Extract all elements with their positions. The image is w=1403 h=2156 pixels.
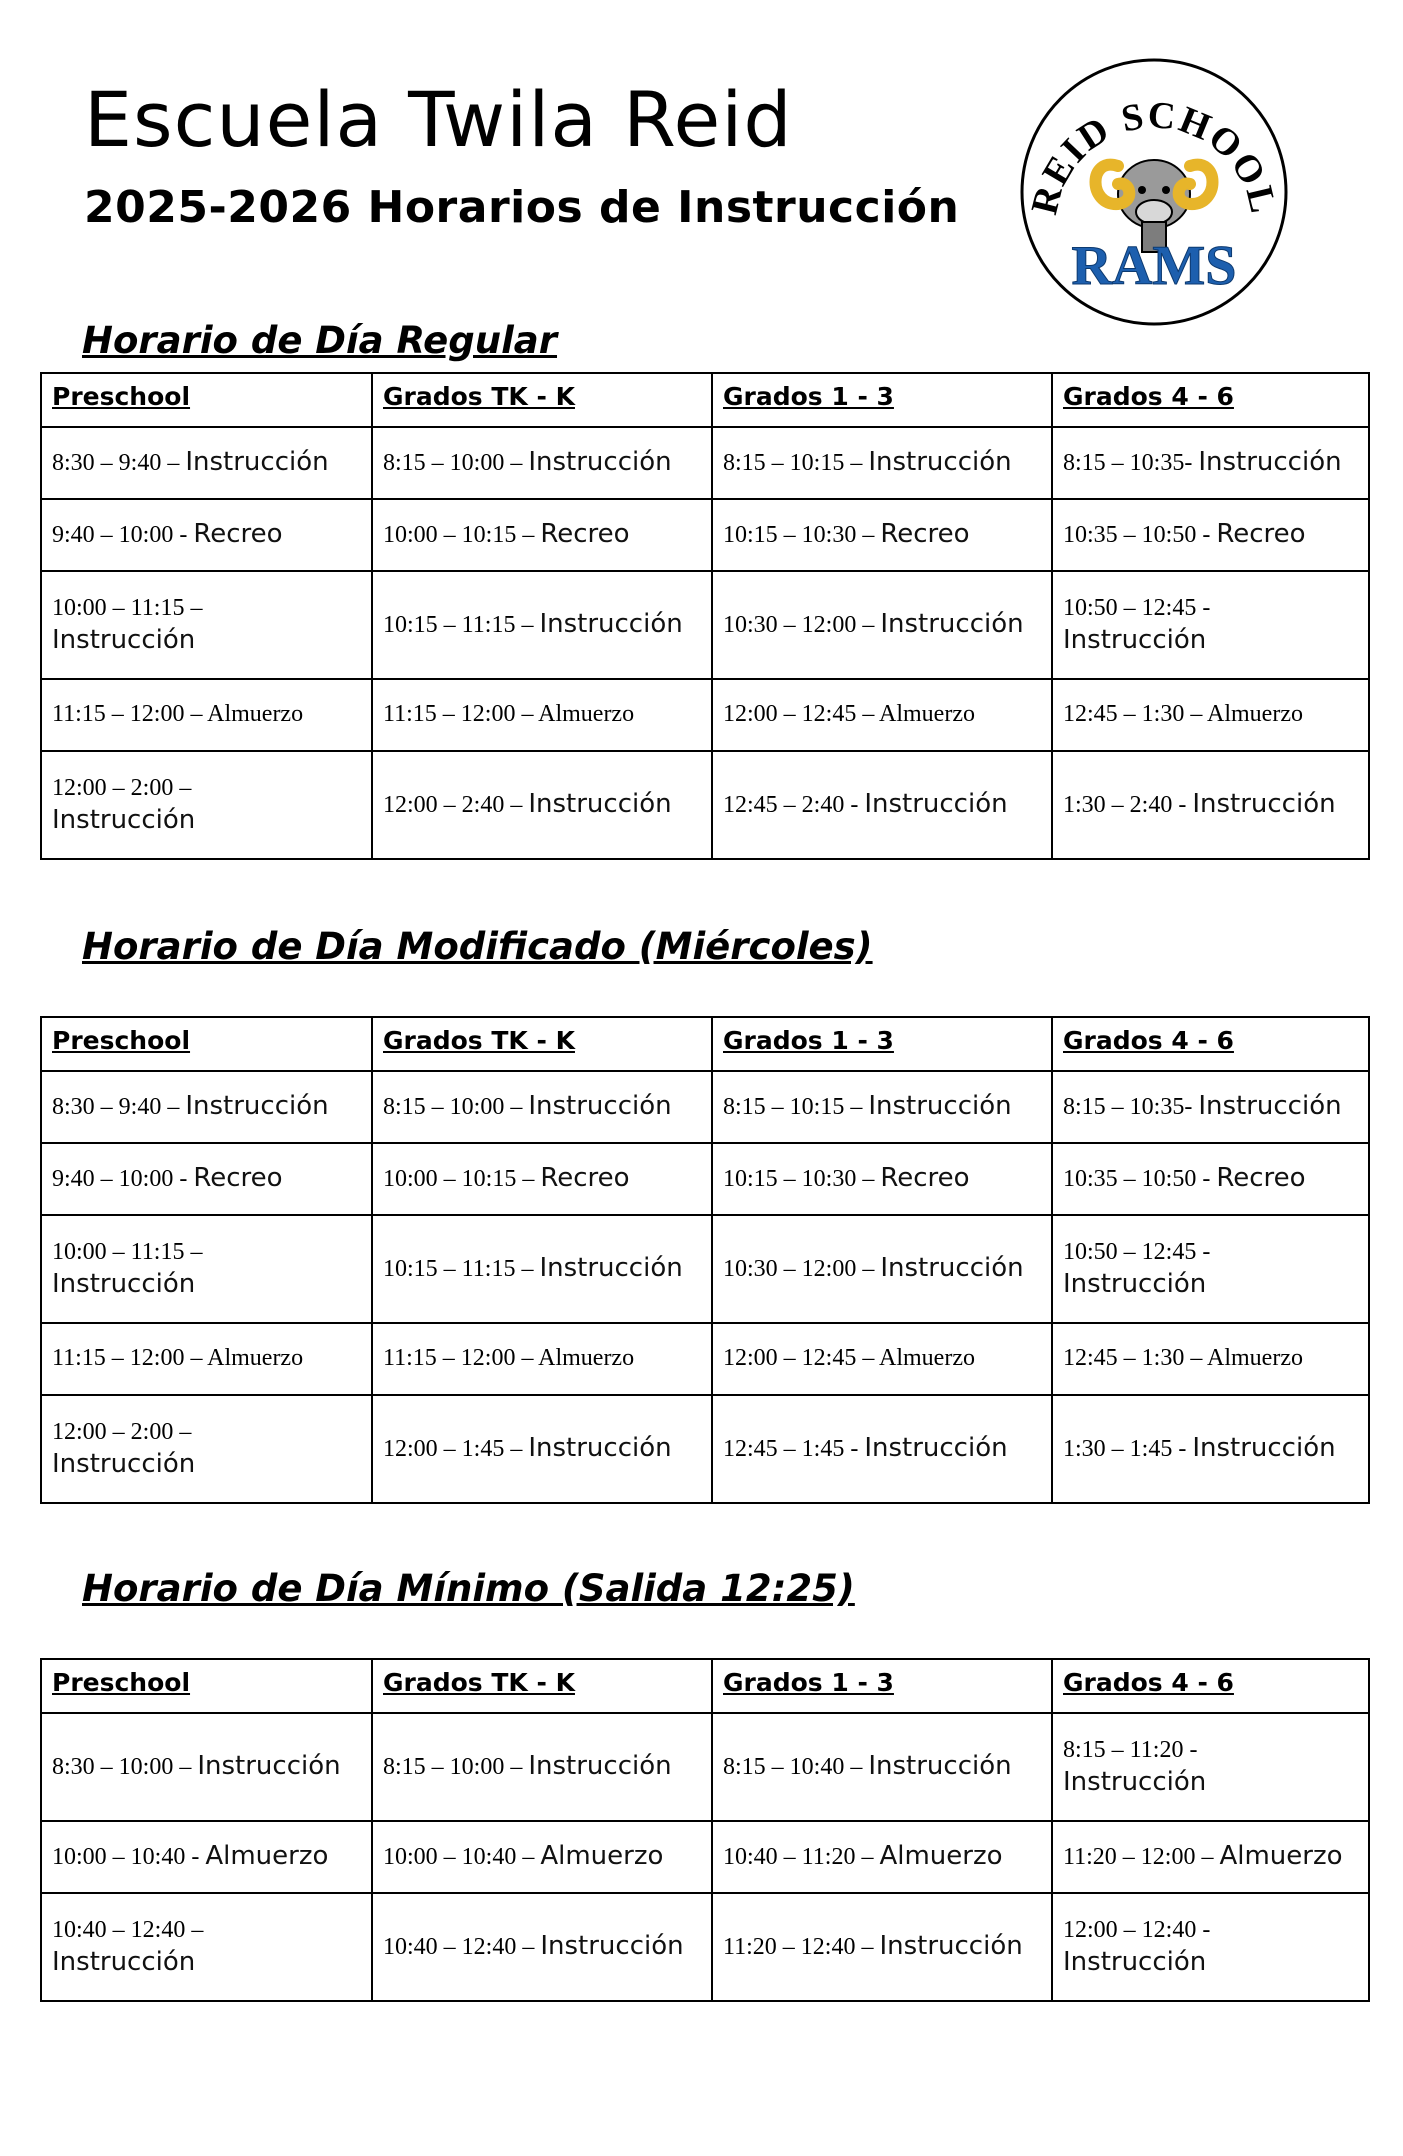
section-title-minimum: Horario de Día Mínimo (Salida 12:25) [82, 1567, 855, 1610]
column-header: Grados 1 - 3 [712, 373, 1052, 427]
table-cell: 8:30 – 9:40 – Instrucción [41, 427, 372, 499]
table-cell: 10:30 – 12:00 – Instrucción [712, 1215, 1052, 1323]
table-row [41, 427, 1369, 499]
table-cell: 8:15 – 10:40 – Instrucción [712, 1713, 1052, 1821]
table-row [41, 1071, 1369, 1143]
table-row [41, 1821, 1369, 1893]
table-cell: 12:45 – 2:40 - Instrucción [712, 751, 1052, 859]
table-cell: 12:00 – 2:00 – Instrucción [41, 1395, 372, 1503]
table-cell: 11:20 – 12:40 – Instrucción [712, 1893, 1052, 2001]
column-header: Grados 4 - 6 [1052, 1659, 1369, 1713]
table-cell: 12:00 – 12:45 – Almuerzo [712, 679, 1052, 751]
table-cell: 1:30 – 1:45 - Instrucción [1052, 1395, 1369, 1503]
table-cell: 9:40 – 10:00 - Recreo [41, 499, 372, 571]
table-row [41, 1215, 1369, 1323]
table-row [41, 751, 1369, 859]
schedule-table-minimum [40, 1658, 1370, 2002]
table-cell: 11:15 – 12:00 – Almuerzo [372, 1323, 712, 1395]
table-header-row [41, 373, 1369, 427]
page-subtitle: 2025-2026 Horarios de Instrucción [84, 182, 960, 233]
table-cell: 8:15 – 10:35- Instrucción [1052, 1071, 1369, 1143]
table-cell: 1:30 – 2:40 - Instrucción [1052, 751, 1369, 859]
table-cell: 12:45 – 1:45 - Instrucción [712, 1395, 1052, 1503]
table-cell: 12:00 – 12:45 – Almuerzo [712, 1323, 1052, 1395]
column-header: Grados 4 - 6 [1052, 1017, 1369, 1071]
column-header: Grados 1 - 3 [712, 1659, 1052, 1713]
schedule-table-regular [40, 372, 1370, 860]
section-title-modified: Horario de Día Modificado (Miércoles) [82, 925, 873, 968]
column-header: Grados TK - K [372, 1659, 712, 1713]
table-row [41, 1143, 1369, 1215]
table-cell: 10:50 – 12:45 - Instrucción [1052, 571, 1369, 679]
table-cell: 10:00 – 10:15 – Recreo [372, 1143, 712, 1215]
table-cell: 8:15 – 11:20 - Instrucción [1052, 1713, 1369, 1821]
column-header: Grados 1 - 3 [712, 1017, 1052, 1071]
table-cell: 9:40 – 10:00 - Recreo [41, 1143, 372, 1215]
column-header: Preschool [41, 1017, 372, 1071]
table-row [41, 1893, 1369, 2001]
table-header-row [41, 1017, 1369, 1071]
table-cell: 12:00 – 2:40 – Instrucción [372, 751, 712, 859]
table-cell: 10:40 – 12:40 – Instrucción [372, 1893, 712, 2001]
page-title: Escuela Twila Reid [84, 75, 793, 164]
table-cell: 10:30 – 12:00 – Instrucción [712, 571, 1052, 679]
table-cell: 11:15 – 12:00 – Almuerzo [41, 679, 372, 751]
logo-bottom-text: RAMS [1071, 235, 1237, 297]
table-cell: 12:45 – 1:30 – Almuerzo [1052, 1323, 1369, 1395]
table-cell: 8:30 – 9:40 – Instrucción [41, 1071, 372, 1143]
table-cell: 8:30 – 10:00 – Instrucción [41, 1713, 372, 1821]
column-header: Preschool [41, 1659, 372, 1713]
logo-top-text: REID SCHOOL [1023, 93, 1285, 219]
table-cell: 12:45 – 1:30 – Almuerzo [1052, 679, 1369, 751]
table-cell: 11:15 – 12:00 – Almuerzo [372, 679, 712, 751]
table-row [41, 499, 1369, 571]
column-header: Grados TK - K [372, 1017, 712, 1071]
reid-school-rams-logo [1018, 56, 1290, 328]
table-cell: 8:15 – 10:35- Instrucción [1052, 427, 1369, 499]
table-cell: 10:15 – 11:15 – Instrucción [372, 571, 712, 679]
table-cell: 8:15 – 10:00 – Instrucción [372, 1713, 712, 1821]
table-header-row [41, 1659, 1369, 1713]
table-row [41, 1713, 1369, 1821]
section-title-regular: Horario de Día Regular [82, 319, 558, 362]
table-cell: 10:50 – 12:45 - Instrucción [1052, 1215, 1369, 1323]
table-cell: 10:00 – 10:15 – Recreo [372, 499, 712, 571]
table-cell: 10:35 – 10:50 - Recreo [1052, 1143, 1369, 1215]
table-row [41, 679, 1369, 751]
table-row [41, 1323, 1369, 1395]
table-cell: 10:40 – 12:40 – Instrucción [41, 1893, 372, 2001]
table-row [41, 1395, 1369, 1503]
table-cell: 12:00 – 1:45 – Instrucción [372, 1395, 712, 1503]
table-cell: 11:20 – 12:00 – Almuerzo [1052, 1821, 1369, 1893]
table-cell: 10:15 – 10:30 – Recreo [712, 1143, 1052, 1215]
table-cell: 10:00 – 11:15 – Instrucción [41, 1215, 372, 1323]
column-header: Grados 4 - 6 [1052, 373, 1369, 427]
table-cell: 12:00 – 12:40 - Instrucción [1052, 1893, 1369, 2001]
column-header: Preschool [41, 373, 372, 427]
table-cell: 8:15 – 10:00 – Instrucción [372, 427, 712, 499]
table-cell: 10:15 – 11:15 – Instrucción [372, 1215, 712, 1323]
table-cell: 10:00 – 10:40 – Almuerzo [372, 1821, 712, 1893]
table-cell: 11:15 – 12:00 – Almuerzo [41, 1323, 372, 1395]
table-cell: 8:15 – 10:15 – Instrucción [712, 427, 1052, 499]
table-cell: 10:00 – 10:40 - Almuerzo [41, 1821, 372, 1893]
schedule-table-modified [40, 1016, 1370, 1504]
table-cell: 12:00 – 2:00 – Instrucción [41, 751, 372, 859]
table-cell: 8:15 – 10:00 – Instrucción [372, 1071, 712, 1143]
table-cell: 10:35 – 10:50 - Recreo [1052, 499, 1369, 571]
table-cell: 10:00 – 11:15 – Instrucción [41, 571, 372, 679]
table-cell: 10:40 – 11:20 – Almuerzo [712, 1821, 1052, 1893]
table-cell: 10:15 – 10:30 – Recreo [712, 499, 1052, 571]
table-cell: 8:15 – 10:15 – Instrucción [712, 1071, 1052, 1143]
table-row [41, 571, 1369, 679]
column-header: Grados TK - K [372, 373, 712, 427]
